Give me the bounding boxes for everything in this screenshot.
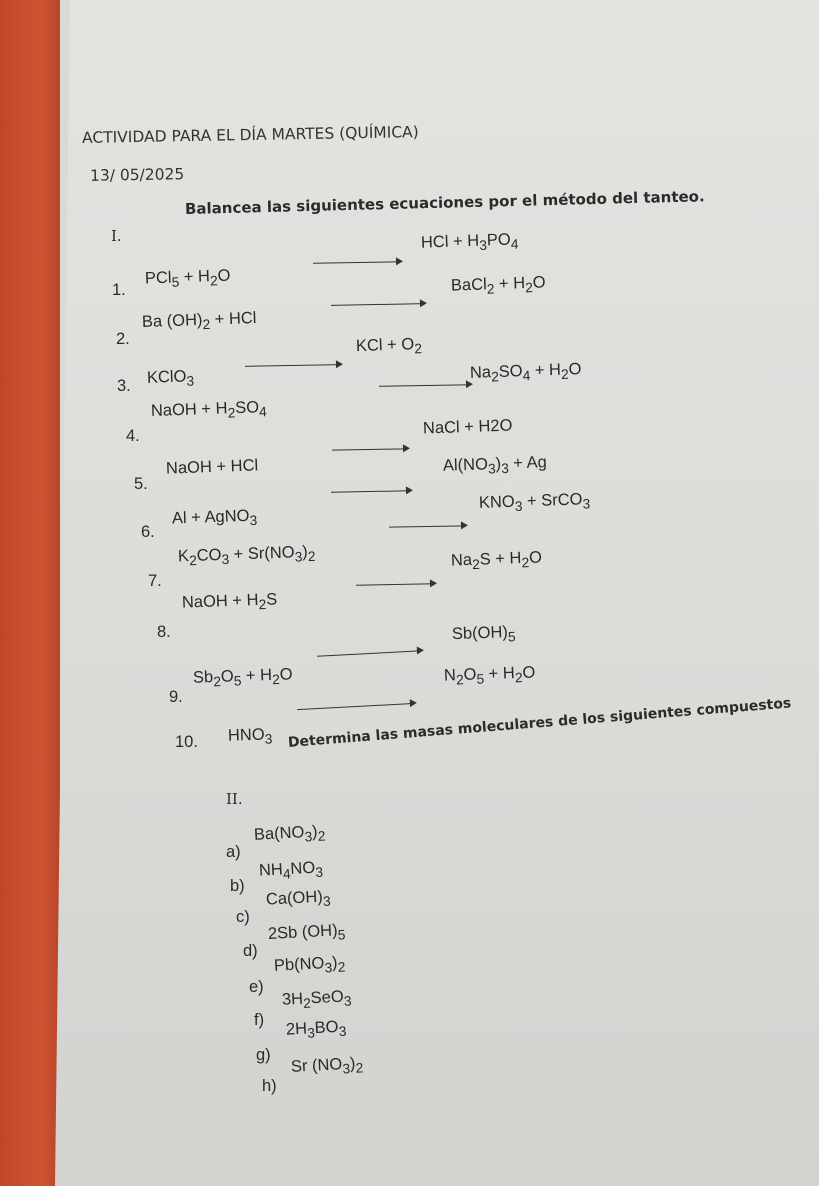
equation-number: 2. (116, 330, 130, 348)
equation-reactants: KClO$_3$ (146, 367, 195, 389)
compound-formula: $3H_2SeO_3$ (281, 987, 352, 1011)
equation-products: NaCl + H2O (422, 416, 513, 438)
section-2-numeral: II. (226, 790, 243, 808)
compound-formula: $Pb(NO_3)_2$ (273, 953, 346, 976)
equation-products: $Al(NO_3)_3 + Ag$ (442, 453, 548, 477)
table-surface (0, 0, 60, 1186)
compound-formula: $Ca(OH)_3$ (265, 887, 332, 909)
compound-letter: g) (256, 1046, 271, 1064)
equation-number: 4. (126, 427, 140, 445)
compound-letter: h) (262, 1077, 277, 1095)
compound-letter: c) (236, 908, 250, 926)
equation-number: 8. (157, 623, 171, 641)
equation-reactants: $HNO_3$ (227, 725, 273, 747)
section-1-instruction: Balancea las siguientes ecuaciones por el método del tanteo. (184, 187, 705, 218)
equation-reactants: $Sb_2O_5 + H_2O$ (192, 665, 293, 690)
compound-letter: b) (230, 877, 245, 895)
equation-reactants: $PCl_5 + H_2O$ (144, 266, 231, 290)
section-2-instruction: Determina las masas moleculares de los siguientes compuestos (287, 695, 792, 751)
equation-number: 5. (134, 475, 148, 493)
equation-number: 10. (175, 733, 198, 751)
equation-products: HCl + $H_3PO_4$ (420, 230, 519, 253)
compound-formula: 2Sb $(OH)_5$ (267, 921, 346, 944)
section-1-numeral: I. (111, 227, 122, 245)
equation-number: 7. (148, 572, 162, 590)
equation-number: 6. (141, 523, 155, 541)
compound-formula: $2H_3BO_3$ (285, 1017, 347, 1041)
compound-letter: d) (243, 942, 258, 960)
equation-reactants: NaOH + HCl (165, 456, 259, 478)
equation-products: BaCl$_2$ + $H_2O$ (450, 273, 546, 297)
equation-reactants: Ba $(OH)_2$ + HCl (141, 309, 257, 333)
equation-products: $Na_2S + H_2O$ (450, 548, 543, 573)
equation-products: $Sb(OH)_5$ (451, 623, 516, 645)
equation-reactants: Al + AgNO$_3$ (171, 506, 258, 529)
equation-number: 3. (117, 377, 131, 395)
equation-products: KCl + $O_2$ (355, 335, 423, 357)
equation-reactants: $K_2CO_3 + Sr(NO_3)_2$ (177, 542, 316, 569)
compound-letter: f) (254, 1011, 265, 1029)
equation-number: 1. (112, 281, 126, 299)
compound-letter: a) (226, 843, 241, 861)
worksheet-title: ACTIVIDAD PARA EL DÍA MARTES (QUÍMICA) (81, 123, 419, 147)
worksheet-date: 13/ 05/2025 (89, 165, 185, 185)
compound-letter: e) (249, 978, 264, 996)
equation-reactants: NaOH + $H_2SO_4$ (150, 398, 268, 421)
compound-formula: Sr $(NO_3)_2$ (290, 1054, 364, 1077)
equation-reactants: NaOH + $H_2S$ (181, 590, 278, 613)
equation-products: $Na_2SO_4 + H_2O$ (469, 360, 582, 385)
compound-formula: $Ba(NO_3)_2$ (253, 822, 326, 845)
equation-products: $KNO_3$ + SrCO$_3$ (478, 490, 591, 514)
compound-formula: $NH_4NO_3$ (258, 858, 324, 882)
equation-products: $N_2O_5 + H_2O$ (443, 663, 536, 688)
equation-number: 9. (169, 688, 183, 706)
